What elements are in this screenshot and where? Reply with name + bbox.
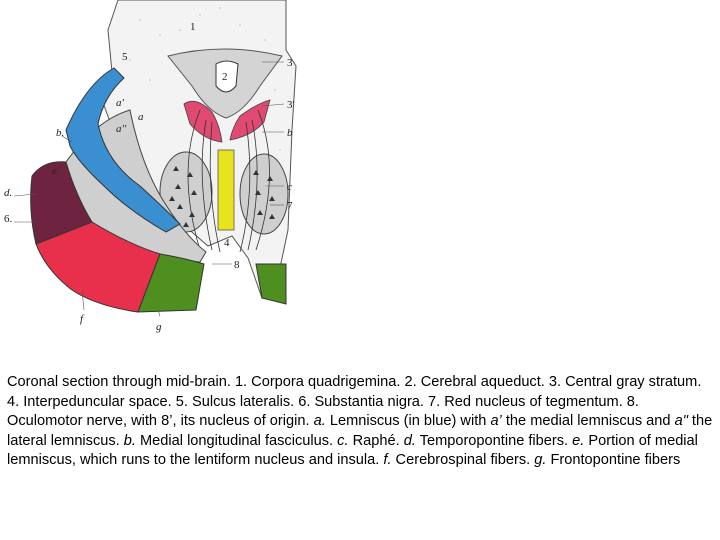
label-3: 3 bbox=[287, 57, 293, 69]
label-6: 6. bbox=[4, 213, 13, 225]
label-e: e bbox=[52, 165, 57, 177]
figure-caption bbox=[7, 373, 713, 471]
label-g: g bbox=[156, 321, 162, 333]
caption-label-e: e. bbox=[572, 432, 585, 449]
label-3-prime: 3' bbox=[287, 99, 295, 111]
caption-text: Frontopontine fibers bbox=[546, 452, 681, 469]
midbrain-section-figure bbox=[0, 0, 300, 333]
caption-label-d: d. bbox=[403, 432, 416, 449]
label-1: 1 bbox=[190, 21, 196, 33]
label-a-double-prime: a'' bbox=[116, 123, 127, 135]
label-a-prime: a' bbox=[116, 97, 124, 109]
label-a: a bbox=[138, 111, 144, 123]
label-2: 2 bbox=[222, 71, 228, 83]
caption-text: the lateral lemniscus. bbox=[7, 413, 713, 449]
label-b-right: b bbox=[287, 127, 293, 139]
caption-label-a: a. bbox=[313, 413, 326, 430]
caption-label-g: g. bbox=[534, 452, 547, 469]
label-b-left: b. bbox=[56, 127, 65, 139]
label-5: 5 bbox=[122, 51, 128, 63]
label-d: d. bbox=[4, 187, 13, 199]
caption-text: Lemniscus (in blue) with bbox=[325, 413, 491, 430]
label-f: f bbox=[80, 313, 84, 325]
frontopontine-fibers-right bbox=[256, 264, 286, 304]
label-7: 7 bbox=[287, 200, 293, 212]
caption-label-a-double-prime: a" bbox=[674, 413, 688, 430]
raphe bbox=[218, 150, 234, 230]
caption-label-a-prime: a’ bbox=[490, 413, 502, 430]
caption-text: Temporopontine fibers. bbox=[415, 432, 573, 449]
caption-label-c: c. bbox=[337, 432, 349, 449]
caption-text: Coronal section through mid-brain. 1. Corpora quadrigemina. 2. Cerebral aqueduct. 3. Central gray stratum. 4. Interpeduncular space. 5. Sulcus lateralis. 6. Substantia nigra. 7. Red nucleus of tegmentum. 8. Oculomotor nerve, with 8’, its nucleus of origin. bbox=[7, 374, 702, 430]
caption-text: Portion of medial lemniscus, which runs to the lentiform nucleus and insula. bbox=[7, 432, 698, 469]
label-8: 8 bbox=[234, 259, 240, 271]
caption-text: Cerebrospinal fibers. bbox=[391, 452, 535, 469]
caption-label-f: f. bbox=[383, 452, 392, 469]
label-4: 4 bbox=[224, 237, 230, 249]
caption-text: Medial longitudinal fasciculus. bbox=[135, 432, 338, 449]
caption-label-b: b. bbox=[123, 432, 136, 449]
caption-text: the medial lemniscus and bbox=[501, 413, 675, 430]
label-c: c bbox=[287, 181, 292, 193]
caption-text: Raphé. bbox=[348, 432, 404, 449]
